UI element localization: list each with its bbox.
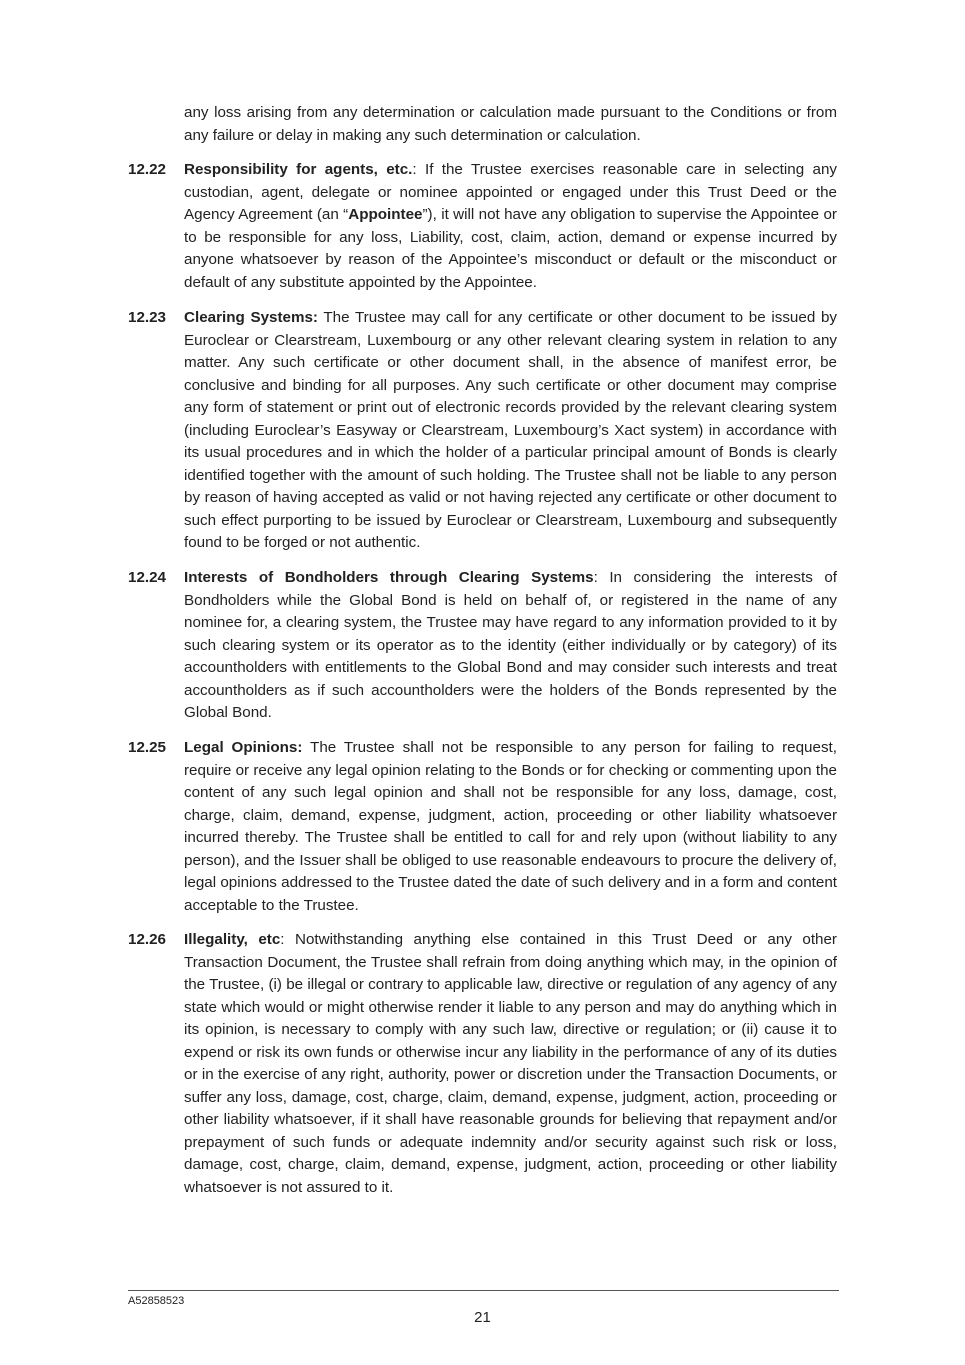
clause-12-23 (128, 307, 837, 555)
clause-body (184, 307, 837, 555)
clause-text: The Trustee may call for any certificate or other document to be issued by Euroclear or Clearstream, Luxembourg or any other relevant clearing system in relation to any matter. Any such certificate or other document shall, in the absence of manifest error, be conclusive and binding for all purposes. Any such certificate or other document may comprise any form of statement or print out of electronic records provided by the relevant clearing system (including Euroclear’s Easyway or Clearstream, Luxembourg’s Xact system) in accordance with its usual procedures and in which the holder of a particular principal amount of Bonds is clearly identified together with the amount of such holding. The Trustee shall not be liable to any person by reason of having accepted as valid or not having rejected any certificate or other document to such effect purporting to be issued by Euroclear or Clearstream, Luxembourg and subsequently found to be forged or not authentic. (184, 309, 837, 551)
clause-heading: Responsibility for agents, etc. (184, 161, 413, 178)
clause-heading: Interests of Bondholders through Clearing Systems (184, 569, 594, 586)
clause-body (184, 159, 837, 294)
clause-number: 12.25 (128, 739, 167, 756)
clause-12-26 (128, 929, 837, 1199)
clause-12-25 (128, 737, 837, 917)
clause-number: 12.26 (128, 931, 167, 948)
clause-number: 12.23 (128, 309, 167, 326)
document-reference: A52858523 (128, 1295, 185, 1307)
clause-text: The Trustee shall not be responsible to any person for failing to request, require or receive any legal opinion relating to the Bonds or for checking or commenting upon the content of any such legal opinion and shall not be responsible for any loss, damage, cost, charge, claim, demand, expense, judgment, action, proceeding or other liability whatsoever incurred thereby. The Trustee shall be entitled to call for and rely upon (without liability to any person), and the Issuer shall be obliged to use reasonable endeavours to procure the delivery of, legal opinions addressed to the Trustee dated the date of such delivery and in a form and content acceptable to the Trustee. (184, 739, 837, 914)
clause-body (184, 567, 837, 725)
clause-heading: Clearing Systems: (184, 309, 318, 326)
footer-divider (128, 1290, 839, 1291)
clause-number: 12.24 (128, 569, 167, 586)
clause-heading: Legal Opinions: (184, 739, 303, 756)
continuation-paragraph: any loss arising from any determination or calculation made pursuant to the Conditions or from any failure or delay in making any such determination or calculation. (184, 104, 837, 144)
page-number: 21 (474, 1309, 491, 1326)
clause-12-24 (128, 567, 837, 725)
clause-body (184, 929, 837, 1199)
defined-term: Appointee (348, 206, 423, 223)
clause-text: : Notwithstanding anything else contained in this Trust Deed or any other Transaction Document, the Trustee shall refrain from doing anything which may, in the opinion of the Trustee, (i) be illegal or contrary to applicable law, directive or regulation of any agency of any state which would or might otherwise render it liable to any person and may do anything which in its opinion, is necessary to comply with any such law, directive or regulation; or (ii) cause it to expend or risk its own funds or otherwise incur any liability in the performance of any of its duties or in the exercise of any right, authority, power or discretion under the Transaction Documents, or suffer any loss, damage, cost, charge, claim, demand, expense, judgment, action, proceeding or other liability whatsoever, if it shall have reasonable grounds for believing that repayment and/or prepayment of such funds or adequate indemnity and/or security against such risk or loss, damage, cost, charge, claim, demand, expense, judgment, action, proceeding or other liability whatsoever is not assured to it. (184, 931, 837, 1196)
clause-body (184, 737, 837, 917)
clause-text: ”), it will not have any obligation to supervise the Appointee or to be responsible for any loss, Liability, cost, claim, action, demand or expense incurred by anyone whatsoever by reason of the Appointee’s misconduct or default or the misconduct or default of any substitute appointed by the Appointee. (184, 206, 837, 291)
clause-heading: Illegality, etc (184, 931, 281, 948)
clause-number: 12.22 (128, 161, 167, 178)
clause-text: : In considering the interests of Bondholders while the Global Bond is held on behalf of, or registered in the name of any nominee for, a clearing system, the Trustee may have regard to any information provided to it by such clearing system or its operator as to the identity (either individually or by category) of its accountholders with entitlements to the Global Bond and may consider such interests and treat accountholders as if such accountholders were the holders of the Bonds represented by the Global Bond. (184, 569, 837, 721)
clause-text: : If the Trustee exercises reasonable care in selecting any custodian, agent, delegate or nominee appointed or engaged under this Trust Deed or the Agency Agreement (an “ (184, 161, 837, 223)
clause-12-22 (128, 159, 837, 294)
